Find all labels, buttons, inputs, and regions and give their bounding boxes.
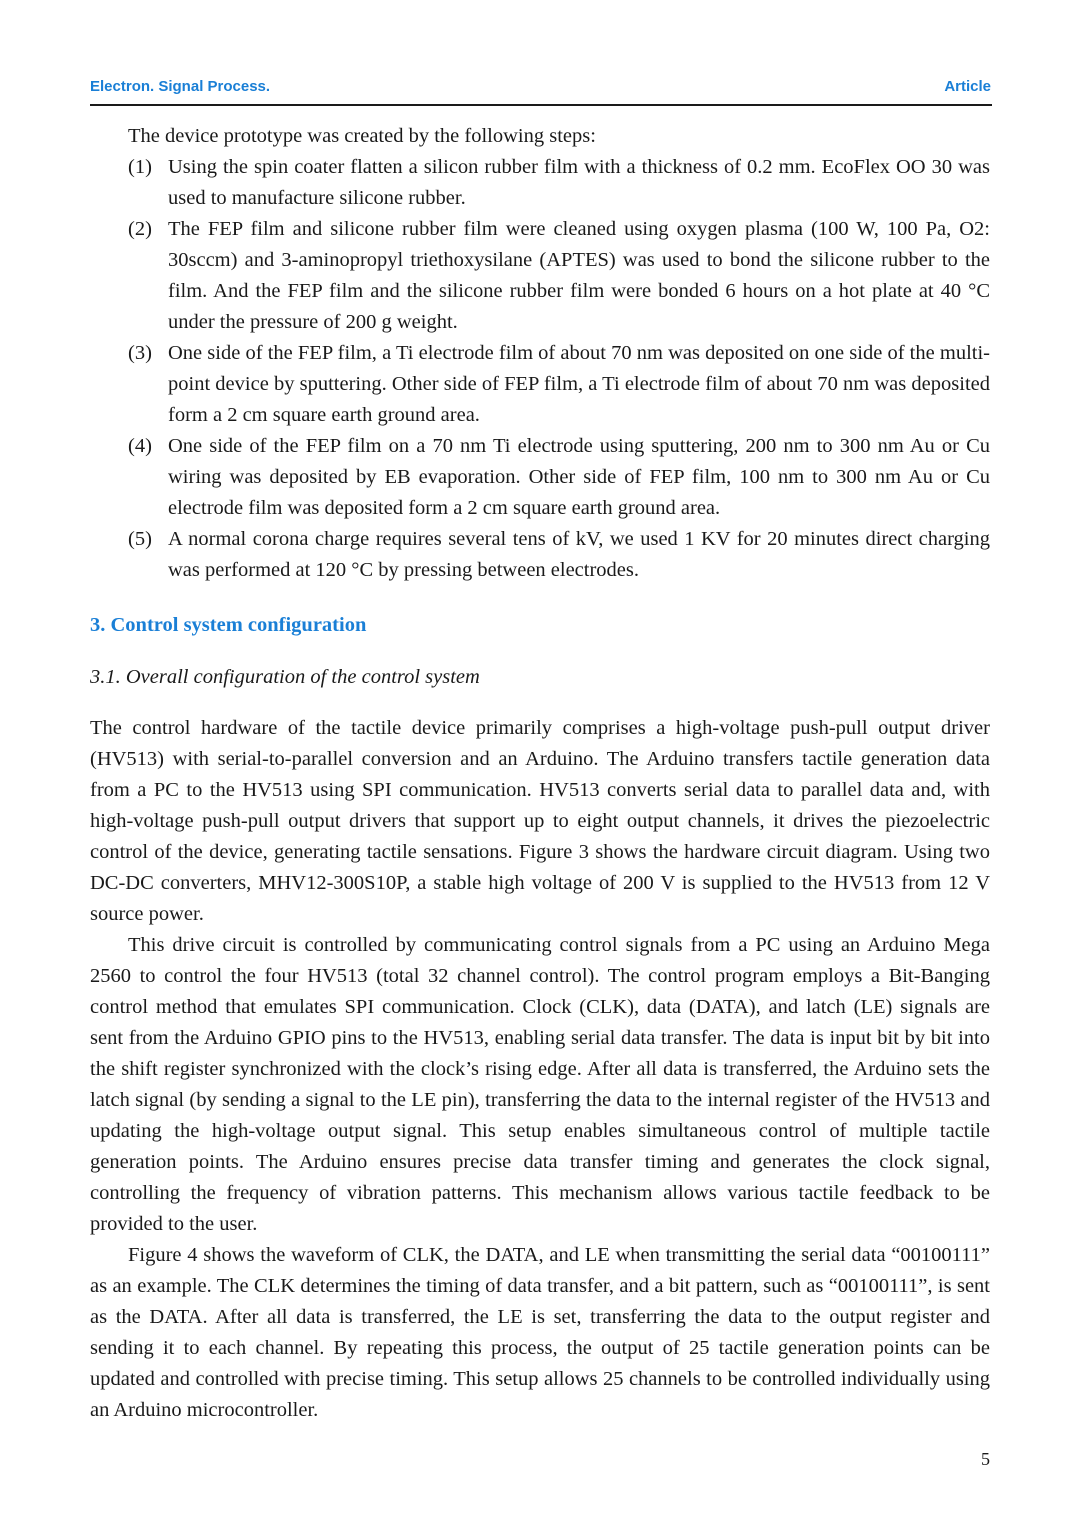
step-number: (2) xyxy=(128,218,152,240)
step-number: (4) xyxy=(128,435,152,457)
step-number: (1) xyxy=(128,156,152,178)
step-text: One side of the FEP film on a 70 nm Ti electrode using sputtering, 200 nm to 300 nm Au or Cu wiring was deposited by EB evaporation. Other side of FEP film, 100 nm to 300 nm Au or Cu electrode film was deposited form a 2 cm square earth ground area. xyxy=(168,435,990,519)
body-paragraph: Figure 4 shows the waveform of CLK, the DATA, and LE when transmitting the serial data “00100111” as an example. The CLK determines the timing of data transfer, and a bit pattern, such as “00100111”, is sent as the DATA. After all data is transferred, the LE is set, transferring the data to the output register and sending it to each channel. By repeating this process, the output of 25 tactile generation points can be updated and controlled with precise timing. This setup allows 25 channels to be controlled individually using an Arduino microcontroller. xyxy=(90,1244,990,1421)
step-item xyxy=(90,524,990,586)
step-text: The FEP film and silicone rubber film were cleaned using oxygen plasma (100 W, 100 Pa, O2: 30sccm) and 3-aminopropyl triethoxysilane (APTES) was used to bond the silicone rubber to the film. And the FEP film and the silicone rubber film were bonded 6 hours on a hot plate at 40 °C under the pressure of 200 g weight. xyxy=(168,218,990,333)
step-item xyxy=(90,431,990,524)
step-number: (5) xyxy=(128,528,152,550)
running-header xyxy=(90,76,991,98)
subsection-heading: 3.1. Overall configuration of the control system xyxy=(90,666,480,688)
body-paragraph: The control hardware of the tactile device primarily comprises a high-voltage push-pull output driver (HV513) with serial-to-parallel conversion and an Arduino. The Arduino transfers tactile generation data from a PC to the HV513 using SPI communication. HV513 converts serial data to parallel data and, with high-voltage push-pull output drivers that support up to eight output channels, it drives the piezoelectric control of the device, generating tactile sensations. Figure 3 shows the hardware circuit diagram. Using two DC-DC converters, MHV12-300S10P, a stable high voltage of 200 V is supplied to the HV513 from 12 V source power. xyxy=(90,717,990,925)
step-item xyxy=(90,214,990,338)
step-item xyxy=(90,152,990,214)
step-number: (3) xyxy=(128,342,152,364)
page-body xyxy=(90,121,990,1426)
step-item xyxy=(90,338,990,431)
steps-intro: The device prototype was created by the following steps: xyxy=(128,125,596,147)
section-heading: 3. Control system configuration xyxy=(90,614,367,636)
page-number: 5 xyxy=(981,1449,990,1469)
journal-name: Electron. Signal Process. xyxy=(90,78,271,95)
article-type: Article xyxy=(944,78,991,95)
step-text: A normal corona charge requires several tens of kV, we used 1 KV for 20 minutes direct charging was performed at 120 °C by pressing between electrodes. xyxy=(168,528,990,581)
header-rule xyxy=(90,104,992,106)
step-text: One side of the FEP film, a Ti electrode film of about 70 nm was deposited on one side of the multi-point device by sputtering. Other side of FEP film, a Ti electrode film of about 70 nm was deposited form a 2 cm square earth ground area. xyxy=(168,342,990,426)
fabrication-steps-list xyxy=(90,152,990,586)
body-paragraph: This drive circuit is controlled by communicating control signals from a PC using an Arduino Mega 2560 to control the four HV513 (total 32 channel control). The control program employs a Bit-Banging control method that emulates SPI communication. Clock (CLK), data (DATA), and latch (LE) signals are sent from the Arduino GPIO pins to the HV513, enabling serial data transfer. The data is input bit by bit into the shift register synchronized with the clock’s rising edge. After all data is transferred, the Arduino sets the latch signal (by sending a signal to the LE pin), transferring the data to the internal register of the HV513 and updating the high-voltage output signal. This setup enables simultaneous control of multiple tactile generation points. The Arduino ensures precise data transfer timing and generates the clock signal, controlling the frequency of vibration patterns. This mechanism allows various tactile feedback to be provided to the user. xyxy=(90,934,990,1235)
step-text: Using the spin coater flatten a silicon rubber film with a thickness of 0.2 mm. EcoFlex OO 30 was used to manufacture silicone rubber. xyxy=(168,156,990,209)
